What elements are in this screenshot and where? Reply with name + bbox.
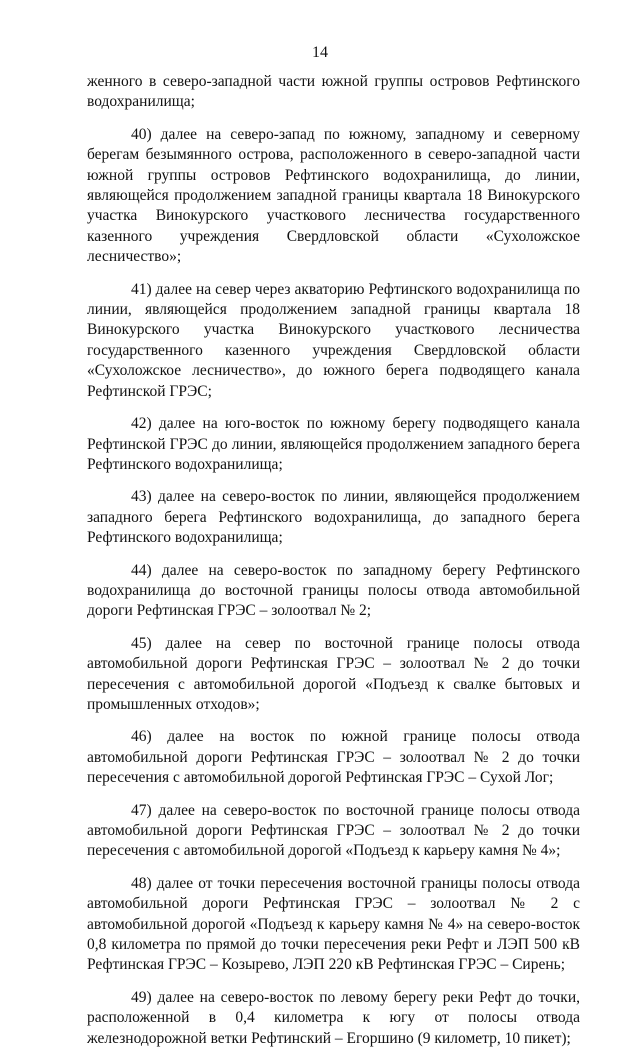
paragraph-item-40: 40) далее на северо-запад по южному, западному и северному берегам безымянного острова, расположенного в северо-западной части южной группы островов Рефтинского водохранилища, до линии, являющейся продолжением западной границы квартала 18 Винокурского участка Винокурского участкового лесничества государственного казенного учреждения Свердловской области «Сухоложское лесничество»; bbox=[87, 125, 580, 266]
paragraph-item-42: 42) далее на юго-восток по южному берегу подводящего канала Рефтинской ГРЭС до линии, являющейся продолжением западного берега Рефтинского водохранилища; bbox=[87, 415, 580, 473]
paragraph-item-49: 49) далее на северо-восток по левому берегу реки Рефт до точки, расположенной в 0,4 километра к югу от полосы отвода железнодорожной ветки Рефтинский – Егоршино (9 километр, 10 пикет); bbox=[87, 988, 580, 1047]
document-body bbox=[87, 72, 580, 1061]
paragraph-item-43: 43) далее на северо-восток по линии, являющейся продолжением западного берега Рефтинского водохранилища, до западного берега Рефтинского водохранилища; bbox=[87, 488, 580, 547]
paragraph-item-44: 44) далее на северо-восток по западному берегу Рефтинского водохранилища до восточной границы полосы отвода автомобильной дороги Рефтинская ГРЭС – золоотвал № 2; bbox=[87, 561, 580, 620]
paragraph-item-47: 47) далее на северо-восток по восточной границе полосы отвода автомобильной дороги Рефтинская ГРЭС – золоотвал № 2 до точки пересечения с автомобильной дорогой «Подъезд к карьеру камня № 4»; bbox=[87, 801, 580, 860]
paragraph-continuation: женного в северо-западной части южной группы островов Рефтинского водохранилища; bbox=[87, 73, 580, 111]
paragraph-item-45: 45) далее на север по восточной границе полосы отвода автомобильной дороги Рефтинская ГРЭС – золоотвал № 2 до точки пересечения с автомобильной дорогой «Подъезд к свалке бытовых и промышленных отходов»; bbox=[87, 634, 580, 713]
paragraph-item-48: 48) далее от точки пересечения восточной границы полосы отвода автомобильной дороги Рефтинская ГРЭС – золоотвал № 2 с автомобильной дорогой «Подъезд к карьеру камня № 4» на северо-восток 0,8 километра по прямой до точки пересечения реки Рефт и ЛЭП 500 кВ Рефтинская ГРЭС – Козырево, ЛЭП 220 кВ Рефтинская ГРЭС – Сирень; bbox=[87, 874, 580, 974]
page-number: 14 bbox=[312, 44, 328, 61]
paragraph-item-46: 46) далее на восток по южной границе полосы отвода автомобильной дороги Рефтинская ГРЭС – золоотвал № 2 до точки пересечения с автомобильной дорогой Рефтинская ГРЭС – Сухой Лог; bbox=[87, 728, 580, 787]
paragraph-item-41: 41) далее на север через акваторию Рефтинского водохранилища по линии, являющейся продолжением западной границы квартала 18 Винокурского участка Винокурского участкового лесничества государственного казенного учреждения Свердловской области «Сухоложское лесничество», до южного берега подводящего канала Рефтинской ГРЭС; bbox=[87, 280, 580, 400]
